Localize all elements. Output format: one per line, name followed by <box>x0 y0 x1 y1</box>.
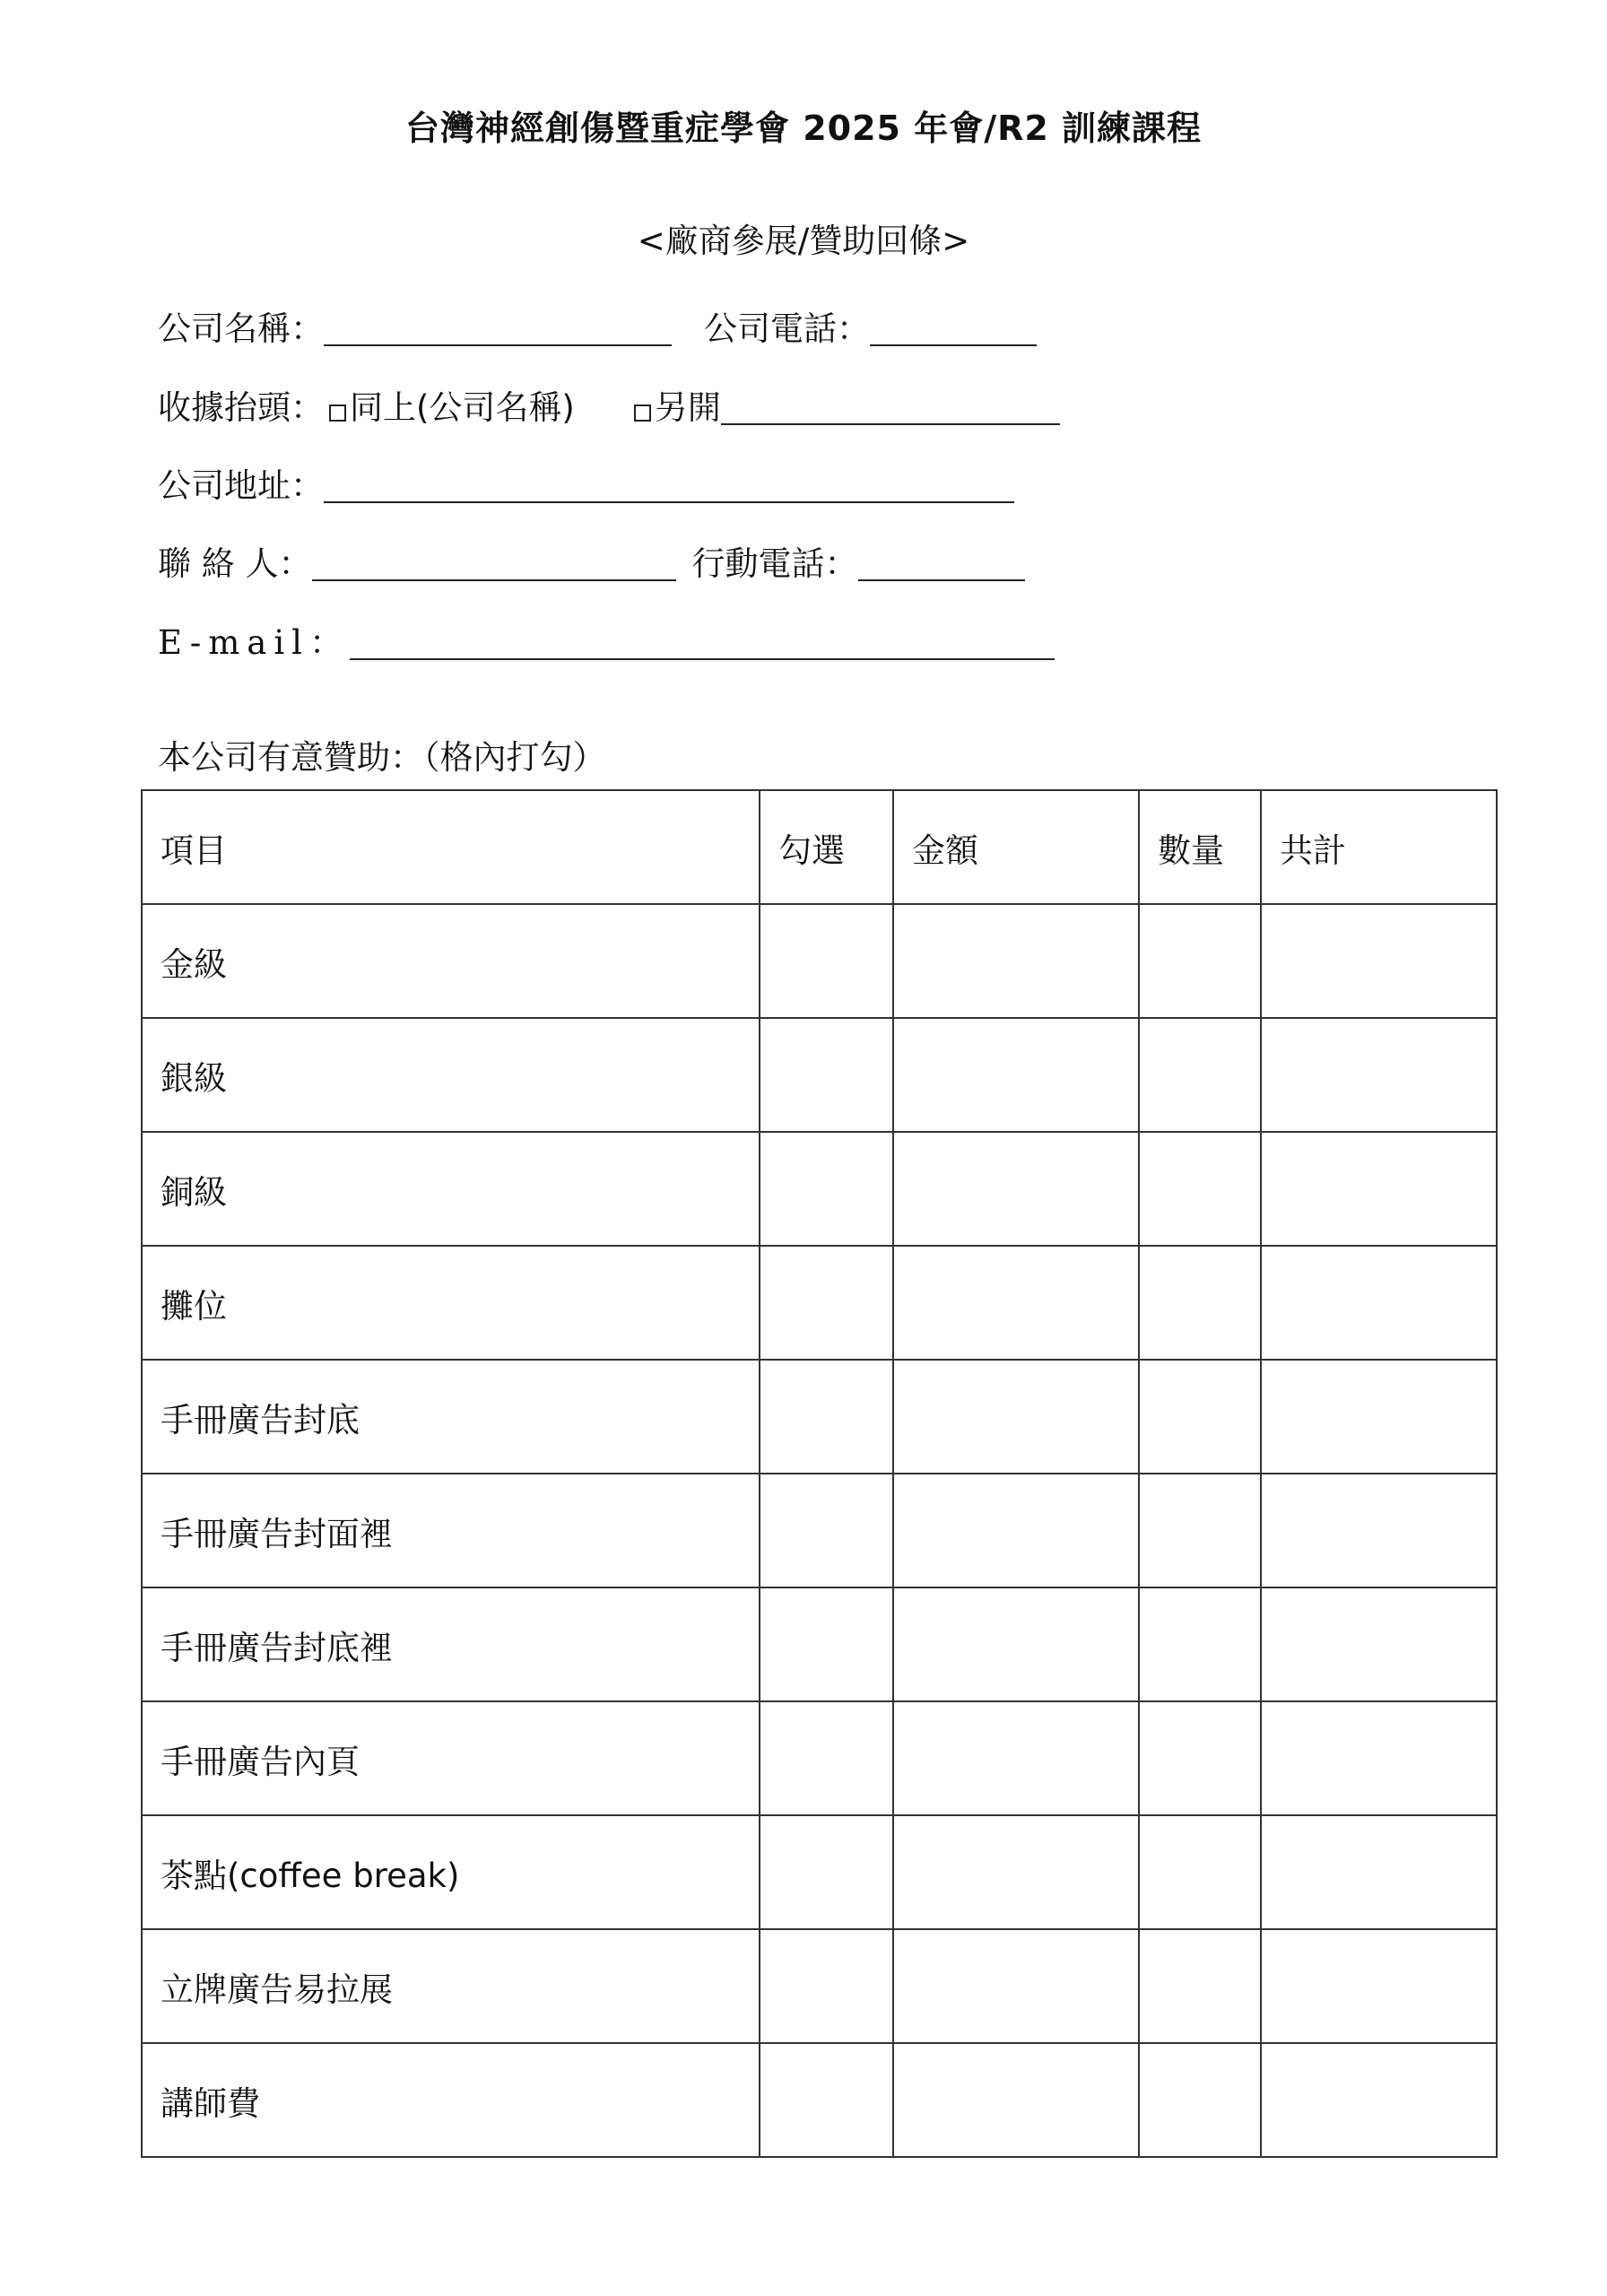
receipt-same-checkbox[interactable] <box>329 404 346 422</box>
table-row <box>142 1018 1497 1132</box>
amount-cell[interactable] <box>893 1587 1139 1701</box>
quantity-cell[interactable] <box>1139 1701 1261 1815</box>
table-row <box>142 2043 1497 2157</box>
check-cell[interactable] <box>760 1018 893 1132</box>
receipt-other-checkbox[interactable] <box>634 404 651 422</box>
table-row <box>142 1929 1497 2043</box>
table-row <box>142 1815 1497 1929</box>
total-cell[interactable] <box>1261 1018 1497 1132</box>
quantity-cell[interactable] <box>1139 1360 1261 1474</box>
row-item-label: 講師費 <box>142 2043 760 2157</box>
quantity-cell[interactable] <box>1139 1929 1261 2043</box>
check-cell[interactable] <box>760 1587 893 1701</box>
email-field[interactable] <box>350 622 1055 660</box>
table-row <box>142 1474 1497 1587</box>
table-header-row <box>142 790 1497 904</box>
row-item-label: 茶點(coffee break) <box>142 1815 760 1929</box>
amount-cell[interactable] <box>893 1929 1139 2043</box>
check-cell[interactable] <box>760 1474 893 1587</box>
receipt-same-label: 同上(公司名稱) <box>350 388 575 427</box>
address-label: 公司地址： <box>158 466 324 505</box>
check-cell[interactable] <box>760 1701 893 1815</box>
amount-cell[interactable] <box>893 1018 1139 1132</box>
mobile-label: 行動電話： <box>691 544 858 583</box>
receipt-row <box>158 380 1060 425</box>
check-cell[interactable] <box>760 1132 893 1246</box>
receipt-other-label: 另開 <box>654 388 721 427</box>
quantity-cell[interactable] <box>1139 1474 1261 1587</box>
receipt-other-field[interactable] <box>721 387 1060 425</box>
total-cell[interactable] <box>1261 1246 1497 1360</box>
row-item-label: 手冊廣告封底 <box>142 1360 760 1474</box>
contact-label: 聯 絡 人： <box>158 544 312 583</box>
row-item-label: 銅級 <box>142 1132 760 1246</box>
form-subtitle: <廠商參展/贊助回條> <box>637 222 970 260</box>
quantity-cell[interactable] <box>1139 1132 1261 1246</box>
contact-row <box>158 536 1025 581</box>
check-cell[interactable] <box>760 1246 893 1360</box>
row-item-label: 手冊廣告封底裡 <box>142 1587 760 1701</box>
quantity-cell[interactable] <box>1139 2043 1261 2157</box>
quantity-cell[interactable] <box>1139 904 1261 1018</box>
header-amount: 金額 <box>893 790 1139 904</box>
row-item-label: 銀級 <box>142 1018 760 1132</box>
table-row <box>142 1246 1497 1360</box>
sponsor-table <box>141 789 1498 2158</box>
table-row <box>142 904 1497 1018</box>
check-cell[interactable] <box>760 2043 893 2157</box>
row-item-label: 手冊廣告封面裡 <box>142 1474 760 1587</box>
amount-cell[interactable] <box>893 1701 1139 1815</box>
row-item-label: 攤位 <box>142 1246 760 1360</box>
total-cell[interactable] <box>1261 904 1497 1018</box>
sponsor-intro: 本公司有意贊助：（格內打勾） <box>158 738 606 777</box>
company-name-field[interactable] <box>324 309 672 346</box>
company-phone-field[interactable] <box>870 309 1037 346</box>
quantity-cell[interactable] <box>1139 1018 1261 1132</box>
row-item-label: 金級 <box>142 904 760 1018</box>
total-cell[interactable] <box>1261 1587 1497 1701</box>
quantity-cell[interactable] <box>1139 1815 1261 1929</box>
total-cell[interactable] <box>1261 1474 1497 1587</box>
contact-field[interactable] <box>312 544 676 581</box>
check-cell[interactable] <box>760 1815 893 1929</box>
email-row <box>158 615 1055 660</box>
total-cell[interactable] <box>1261 1701 1497 1815</box>
check-cell[interactable] <box>760 904 893 1018</box>
table-row <box>142 1701 1497 1815</box>
total-cell[interactable] <box>1261 1360 1497 1474</box>
total-cell[interactable] <box>1261 1132 1497 1246</box>
table-row <box>142 1360 1497 1474</box>
row-item-label: 立牌廣告易拉展 <box>142 1929 760 2043</box>
quantity-cell[interactable] <box>1139 1587 1261 1701</box>
header-quantity: 數量 <box>1139 790 1261 904</box>
company-name-row <box>158 301 1037 346</box>
amount-cell[interactable] <box>893 1246 1139 1360</box>
total-cell[interactable] <box>1261 2043 1497 2157</box>
address-row <box>158 458 1014 503</box>
quantity-cell[interactable] <box>1139 1246 1261 1360</box>
check-cell[interactable] <box>760 1360 893 1474</box>
check-cell[interactable] <box>760 1929 893 2043</box>
amount-cell[interactable] <box>893 1815 1139 1929</box>
mobile-field[interactable] <box>858 544 1025 581</box>
total-cell[interactable] <box>1261 1815 1497 1929</box>
total-cell[interactable] <box>1261 1929 1497 2043</box>
address-field[interactable] <box>324 465 1014 503</box>
amount-cell[interactable] <box>893 1360 1139 1474</box>
amount-cell[interactable] <box>893 1132 1139 1246</box>
header-total: 共計 <box>1261 790 1497 904</box>
table-row <box>142 1132 1497 1246</box>
amount-cell[interactable] <box>893 904 1139 1018</box>
company-name-label: 公司名稱： <box>158 309 324 348</box>
amount-cell[interactable] <box>893 1474 1139 1587</box>
row-item-label: 手冊廣告內頁 <box>142 1701 760 1815</box>
table-row <box>142 1587 1497 1701</box>
page-title: 台灣神經創傷暨重症學會 2025 年會/R2 訓練課程 <box>404 109 1203 148</box>
receipt-label: 收據抬頭： <box>158 388 324 427</box>
email-label: E-mail： <box>158 623 351 662</box>
amount-cell[interactable] <box>893 2043 1139 2157</box>
company-phone-label: 公司電話： <box>704 309 870 348</box>
header-item: 項目 <box>142 790 760 904</box>
header-check: 勾選 <box>760 790 893 904</box>
